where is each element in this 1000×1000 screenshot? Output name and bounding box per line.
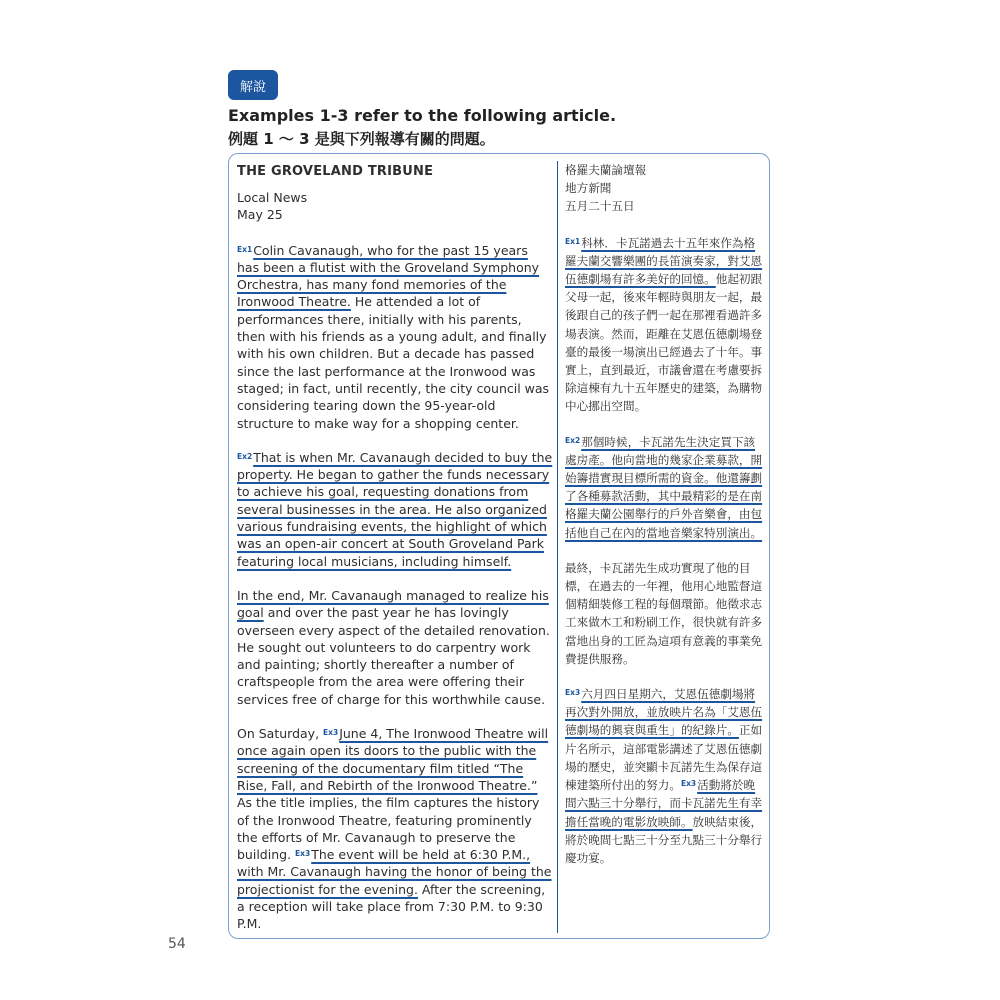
news-section-zh: 地方新聞 bbox=[565, 181, 612, 196]
article-date-zh: 五月二十五日 bbox=[565, 199, 635, 214]
example-marker: Ex1 bbox=[237, 244, 253, 254]
underlined-text: 六月四日星期六，艾恩伍德劇場將再次對外開放，並放映片名為「艾恩伍德劇場的興衰與重生」的紀錄片。 bbox=[565, 687, 763, 738]
body-text: On Saturday, bbox=[237, 726, 324, 742]
example-marker: Ex3 bbox=[323, 728, 339, 738]
example-marker: Ex2 bbox=[237, 451, 253, 461]
underlined-text: 科林．卡瓦諾過去十五年來作為格羅夫蘭交響樂團的長笛演奏家，對艾恩伍德劇場有許多美好的回憶。 bbox=[565, 235, 763, 287]
body-text: and over the past year he has lovingly overseen every aspect of the detailed renovation. He sought out volunteers to do carpentry work and painting; shortly thereafter a number of craftspeople from the area were offering their services free of charge for this worthwhile cause. bbox=[237, 605, 550, 707]
paragraph-3-zh: 最終，卡瓦諾先生成功實現了他的目標，在過去的一年裡，他用心地監督這個精細裝修工程的每個環節。他徵求志工來做木工和粉刷工作，很快就有許多當地出身的工匠為這項有意義的事業免費提供服務。 bbox=[565, 560, 763, 666]
paragraph-3 bbox=[237, 587, 553, 708]
underlined-text: The event will be held at 6:30 P.M., with Mr. Cavanaugh having the honor of being the projectionist for the evening. bbox=[237, 847, 552, 897]
paragraph-1 bbox=[237, 242, 553, 432]
chinese-article bbox=[565, 161, 765, 867]
intro-chinese: 例題 1 ～ 3 是與下列報導有關的問題。 bbox=[228, 130, 495, 148]
english-article bbox=[237, 161, 553, 933]
example-marker: Ex1 bbox=[565, 236, 581, 246]
underlined-text: That is when Mr. Cavanaugh decided to buy the property. He began to gather the funds necessary to achieve his goal, requesting donations from several businesses in the area. He also organized various fundraising events, the highlight of which was an open-air concert at South Groveland Park featuring local musicians, including himself. bbox=[237, 449, 553, 569]
article-date: May 25 bbox=[237, 207, 283, 223]
paragraph-2-zh bbox=[565, 433, 765, 542]
underlined-text: Colin Cavanaugh, who for the past 15 years has been a flutist with the Groveland Symphony Orchestra, has many fond memories of the Ironwood Theatre. bbox=[237, 242, 540, 310]
body-text: As the title implies, the film captures the history of the Ironwood Theatre, featuring prominently the efforts of Mr. Cavanaugh to preserve the building. bbox=[237, 795, 540, 863]
explanation-tag: 解說 bbox=[228, 70, 278, 100]
paragraph-4-zh bbox=[565, 685, 765, 867]
underlined-text: June 4, The Ironwood Theatre will once again open its doors to the public with the screening of the documentary film titled “The Rise, Fall, and Rebirth of the Ironwood Theatre.” bbox=[237, 726, 549, 793]
body-text: 他起初跟父母一起，後來年輕時與朋友一起，最後跟自己的孩子們一起在那裡看過許多場表演。然而，距離在艾恩伍德劇場登臺的最後一場演出已經過去了十年。事實上，直到最近，市議會還在考慮要拆除這棟有九十五年歷史的建築，為購物中心挪出空間。 bbox=[565, 272, 763, 414]
page-number: 54 bbox=[168, 936, 186, 952]
column-divider bbox=[557, 161, 558, 933]
underlined-text: 活動將於晚間六點三十分舉行，而卡瓦諾先生有幸擔任當晚的電影放映師。 bbox=[565, 778, 763, 829]
newspaper-name: THE GROVELAND TRIBUNE bbox=[237, 164, 434, 179]
body-text: He attended a lot of performances there, initially with his parents, then with his friends as a young adult, and finally with his own children. But a decade has passed since the last performance at the Ironwood was staged; in fact, until recently, the city council was considering tearing down the 95-year-old structure to make way for a shopping center. bbox=[237, 294, 550, 431]
paragraph-2 bbox=[237, 449, 553, 570]
body-text: 正如片名所示，這部電影講述了艾恩伍德劇場的歷史，並突顯卡瓦諾先生為保存這棟建築所付出的努力。 bbox=[565, 723, 763, 793]
news-section: Local News bbox=[237, 190, 308, 205]
intro-english: Examples 1-3 refer to the following article. bbox=[228, 106, 617, 125]
body-text: 放映結束後，將於晚間七點三十分至九點三十分舉行慶功宴。 bbox=[565, 814, 763, 865]
example-marker: Ex3 bbox=[680, 779, 697, 789]
paragraph-1-zh bbox=[565, 234, 765, 416]
body-text: After the screening, a reception will take place from 7:30 P.M. to 9:30 P.M. bbox=[237, 881, 546, 932]
example-marker: Ex3 bbox=[565, 688, 581, 698]
example-marker: Ex2 bbox=[565, 435, 581, 445]
paragraph-4 bbox=[237, 725, 553, 933]
underlined-text: 那個時候，卡瓦諾先生決定買下該處房產。他向當地的幾家企業募款，開始籌措實現目標所需的資金。他還籌劃了各種募款活動，其中最精彩的是在南格羅夫蘭公園舉行的戶外音樂會，由包括他自己在內的當地音樂家特別演出。 bbox=[565, 434, 763, 540]
newspaper-name-zh: 格羅夫蘭論壇報 bbox=[565, 163, 647, 177]
underlined-text: In the end, Mr. Cavanaugh managed to realize his goal bbox=[237, 587, 549, 621]
example-marker: Ex3 bbox=[295, 849, 311, 859]
